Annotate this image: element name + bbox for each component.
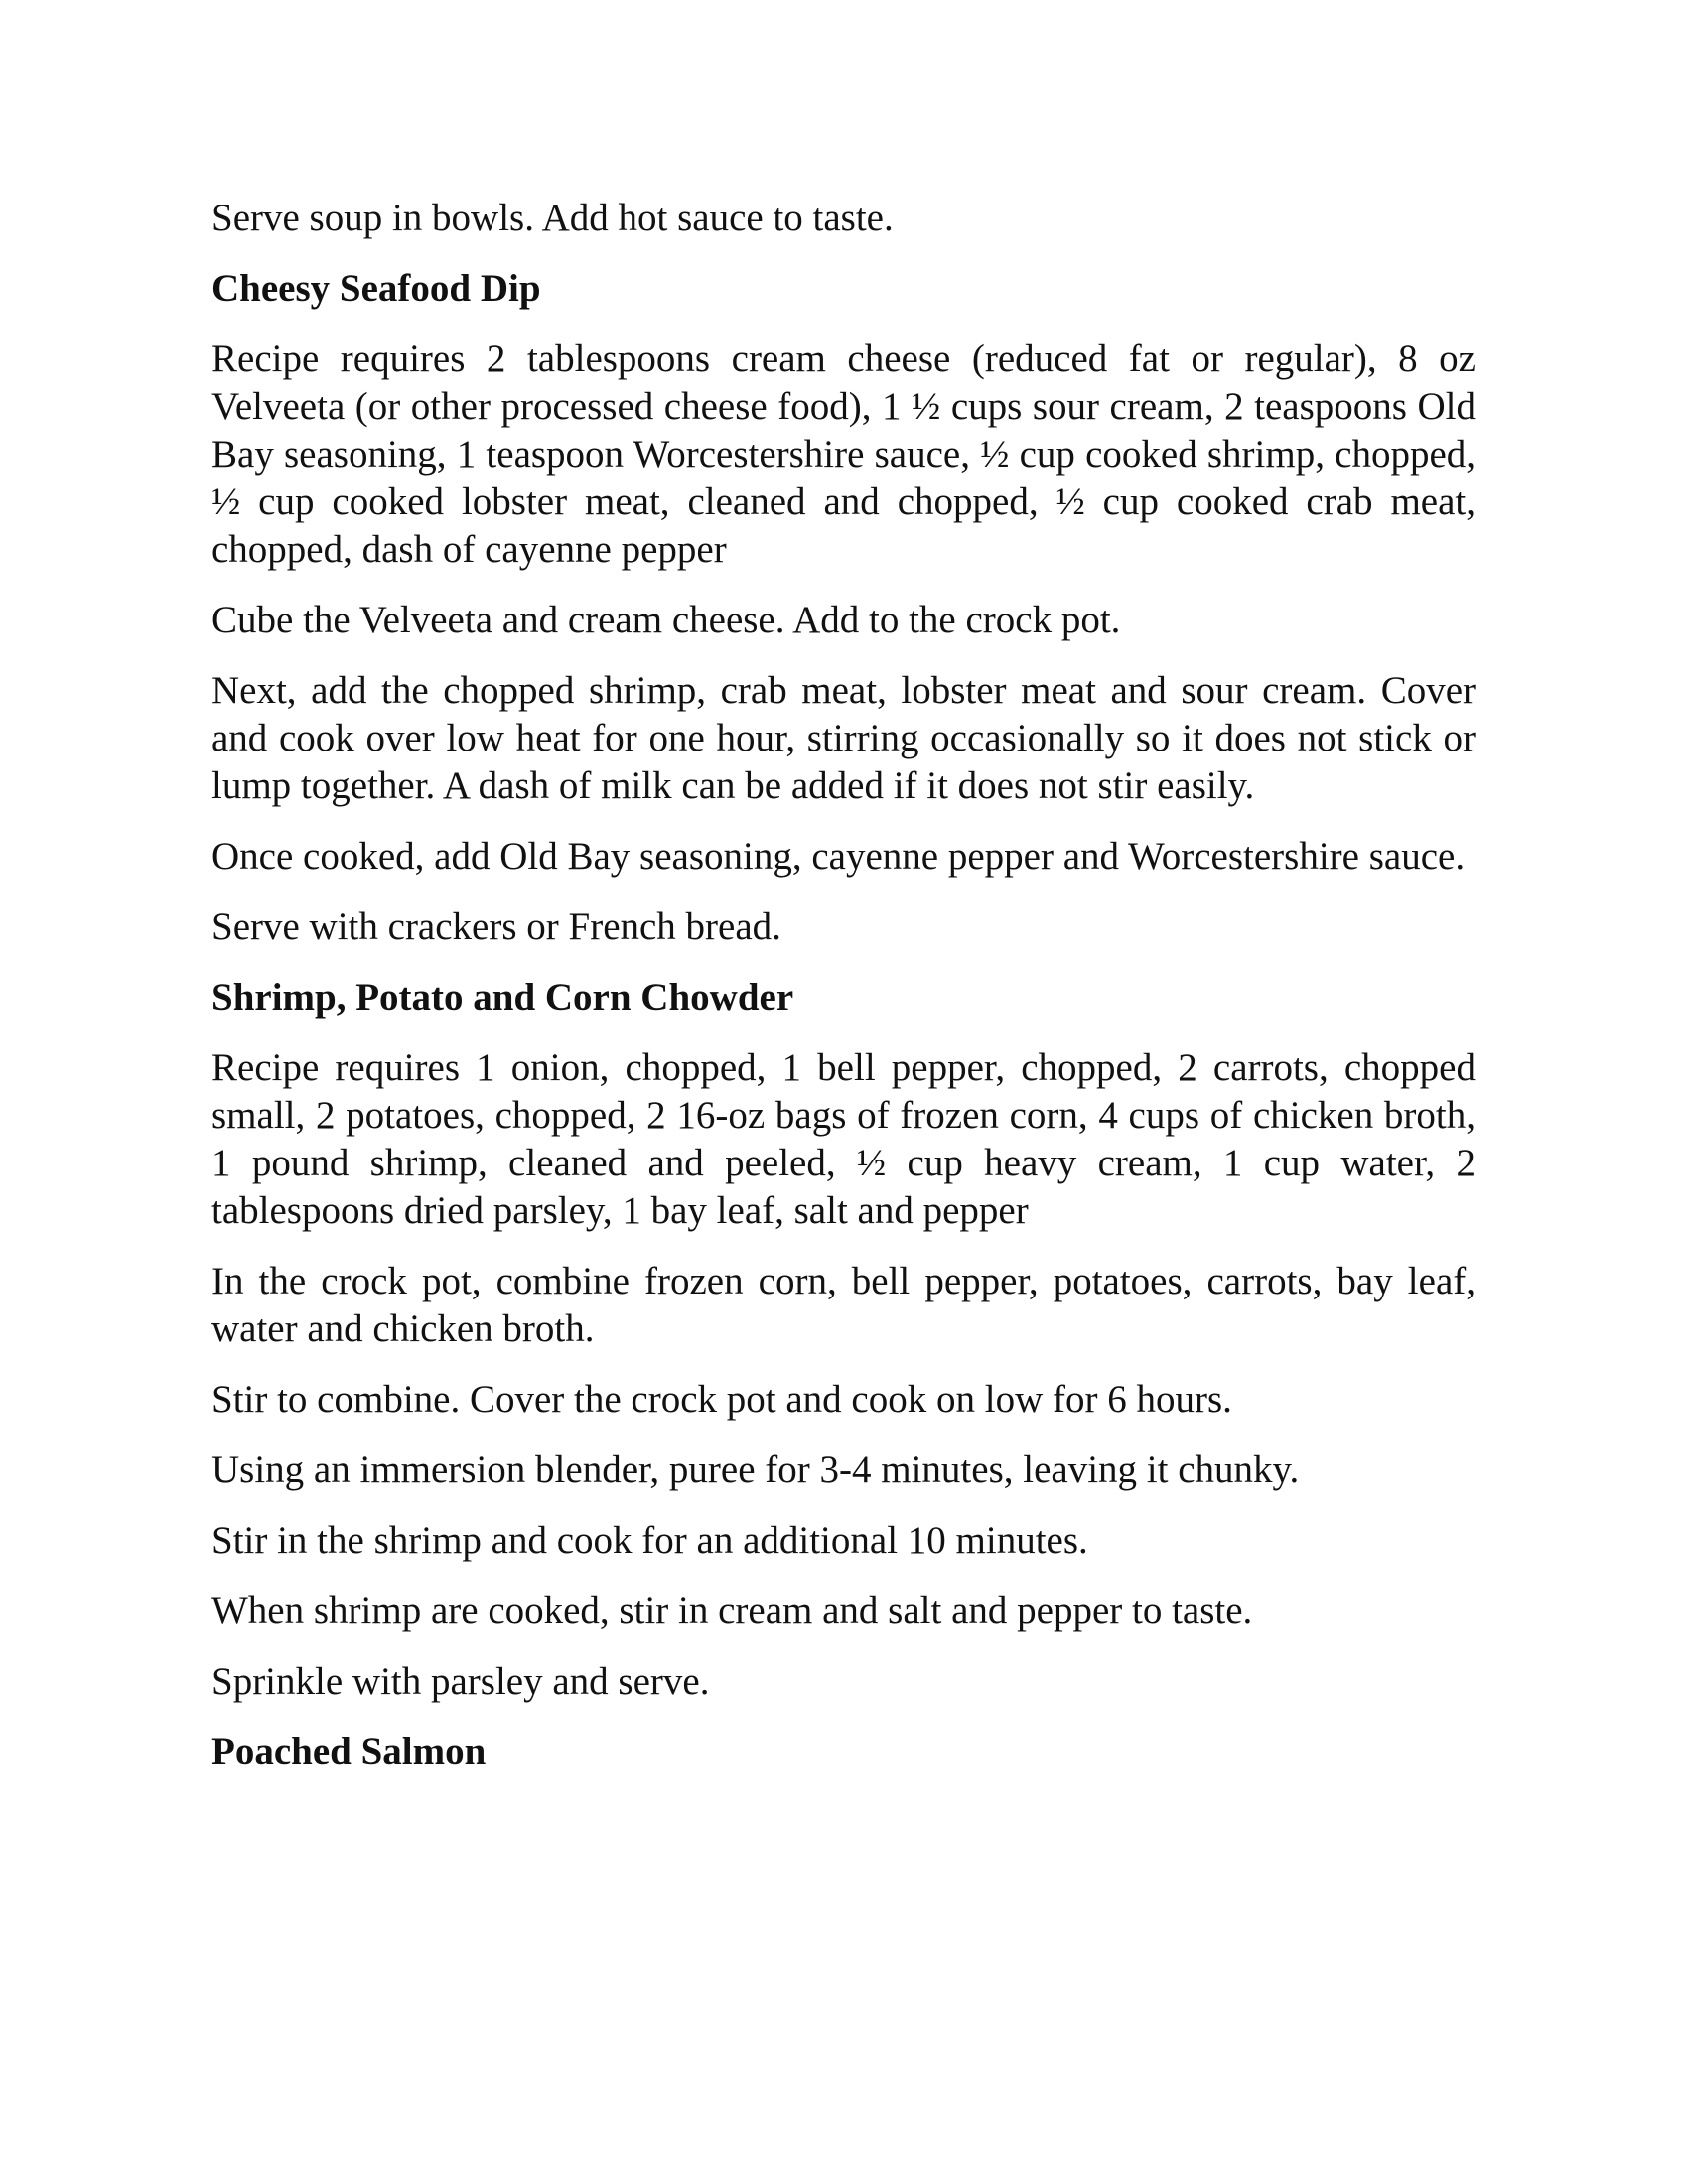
paragraph-chowder-step-combine: In the crock pot, combine frozen corn, bell pepper, potatoes, carrots, bay leaf, water and chicken broth. xyxy=(211,1260,1476,1350)
paragraph-dip-step-cube: Cube the Velveeta and cream cheese. Add to the crock pot. xyxy=(211,599,1121,641)
paragraph-dip-ingredients: Recipe requires 2 tablespoons cream cheese (reduced fat or regular), 8 oz Velveeta (or other processed cheese food), 1 ½ cups sour cream, 2 teaspoons Old Bay seasoning, 1 teaspoon Worcestershire sauce, ½ cup cooked shrimp, chopped, ½ cup cooked lobster meat, cleaned and chopped, ½ cup cooked crab meat, chopped, dash of cayenne pepper xyxy=(211,338,1476,571)
paragraph-serve-soup: Serve soup in bowls. Add hot sauce to taste. xyxy=(211,197,894,239)
paragraph-dip-step-serve: Serve with crackers or French bread. xyxy=(211,905,781,948)
paragraph-chowder-step-cream: When shrimp are cooked, stir in cream and salt and pepper to taste. xyxy=(211,1589,1253,1632)
paragraph-chowder-ingredients: Recipe requires 1 onion, chopped, 1 bell pepper, chopped, 2 carrots, chopped small, 2 potatoes, chopped, 2 16-oz bags of frozen corn, 4 cups of chicken broth, 1 pound shrimp, cleaned and peeled, ½ cup heavy cream, 1 cup water, 2 tablespoons dried parsley, 1 bay leaf, salt and pepper xyxy=(211,1046,1476,1232)
heading-poached-salmon: Poached Salmon xyxy=(211,1730,487,1773)
paragraph-chowder-step-serve: Sprinkle with parsley and serve. xyxy=(211,1660,710,1703)
heading-cheesy-seafood-dip: Cheesy Seafood Dip xyxy=(211,267,541,310)
paragraph-dip-step-add: Next, add the chopped shrimp, crab meat, lobster meat and sour cream. Cover and cook over low heat for one hour, stirring occasionally so it does not stick or lump together. A dash of milk can be added if it does not stir easily. xyxy=(211,669,1476,807)
heading-shrimp-potato-corn-chowder: Shrimp, Potato and Corn Chowder xyxy=(211,976,794,1019)
paragraph-chowder-step-shrimp: Stir in the shrimp and cook for an additional 10 minutes. xyxy=(211,1519,1088,1562)
paragraph-chowder-step-puree: Using an immersion blender, puree for 3-4 minutes, leaving it chunky. xyxy=(211,1448,1300,1491)
paragraph-dip-step-season: Once cooked, add Old Bay seasoning, cayenne pepper and Worcestershire sauce. xyxy=(211,835,1466,878)
paragraph-chowder-step-cook: Stir to combine. Cover the crock pot and cook on low for 6 hours. xyxy=(211,1378,1232,1421)
page-body xyxy=(211,195,1476,1799)
